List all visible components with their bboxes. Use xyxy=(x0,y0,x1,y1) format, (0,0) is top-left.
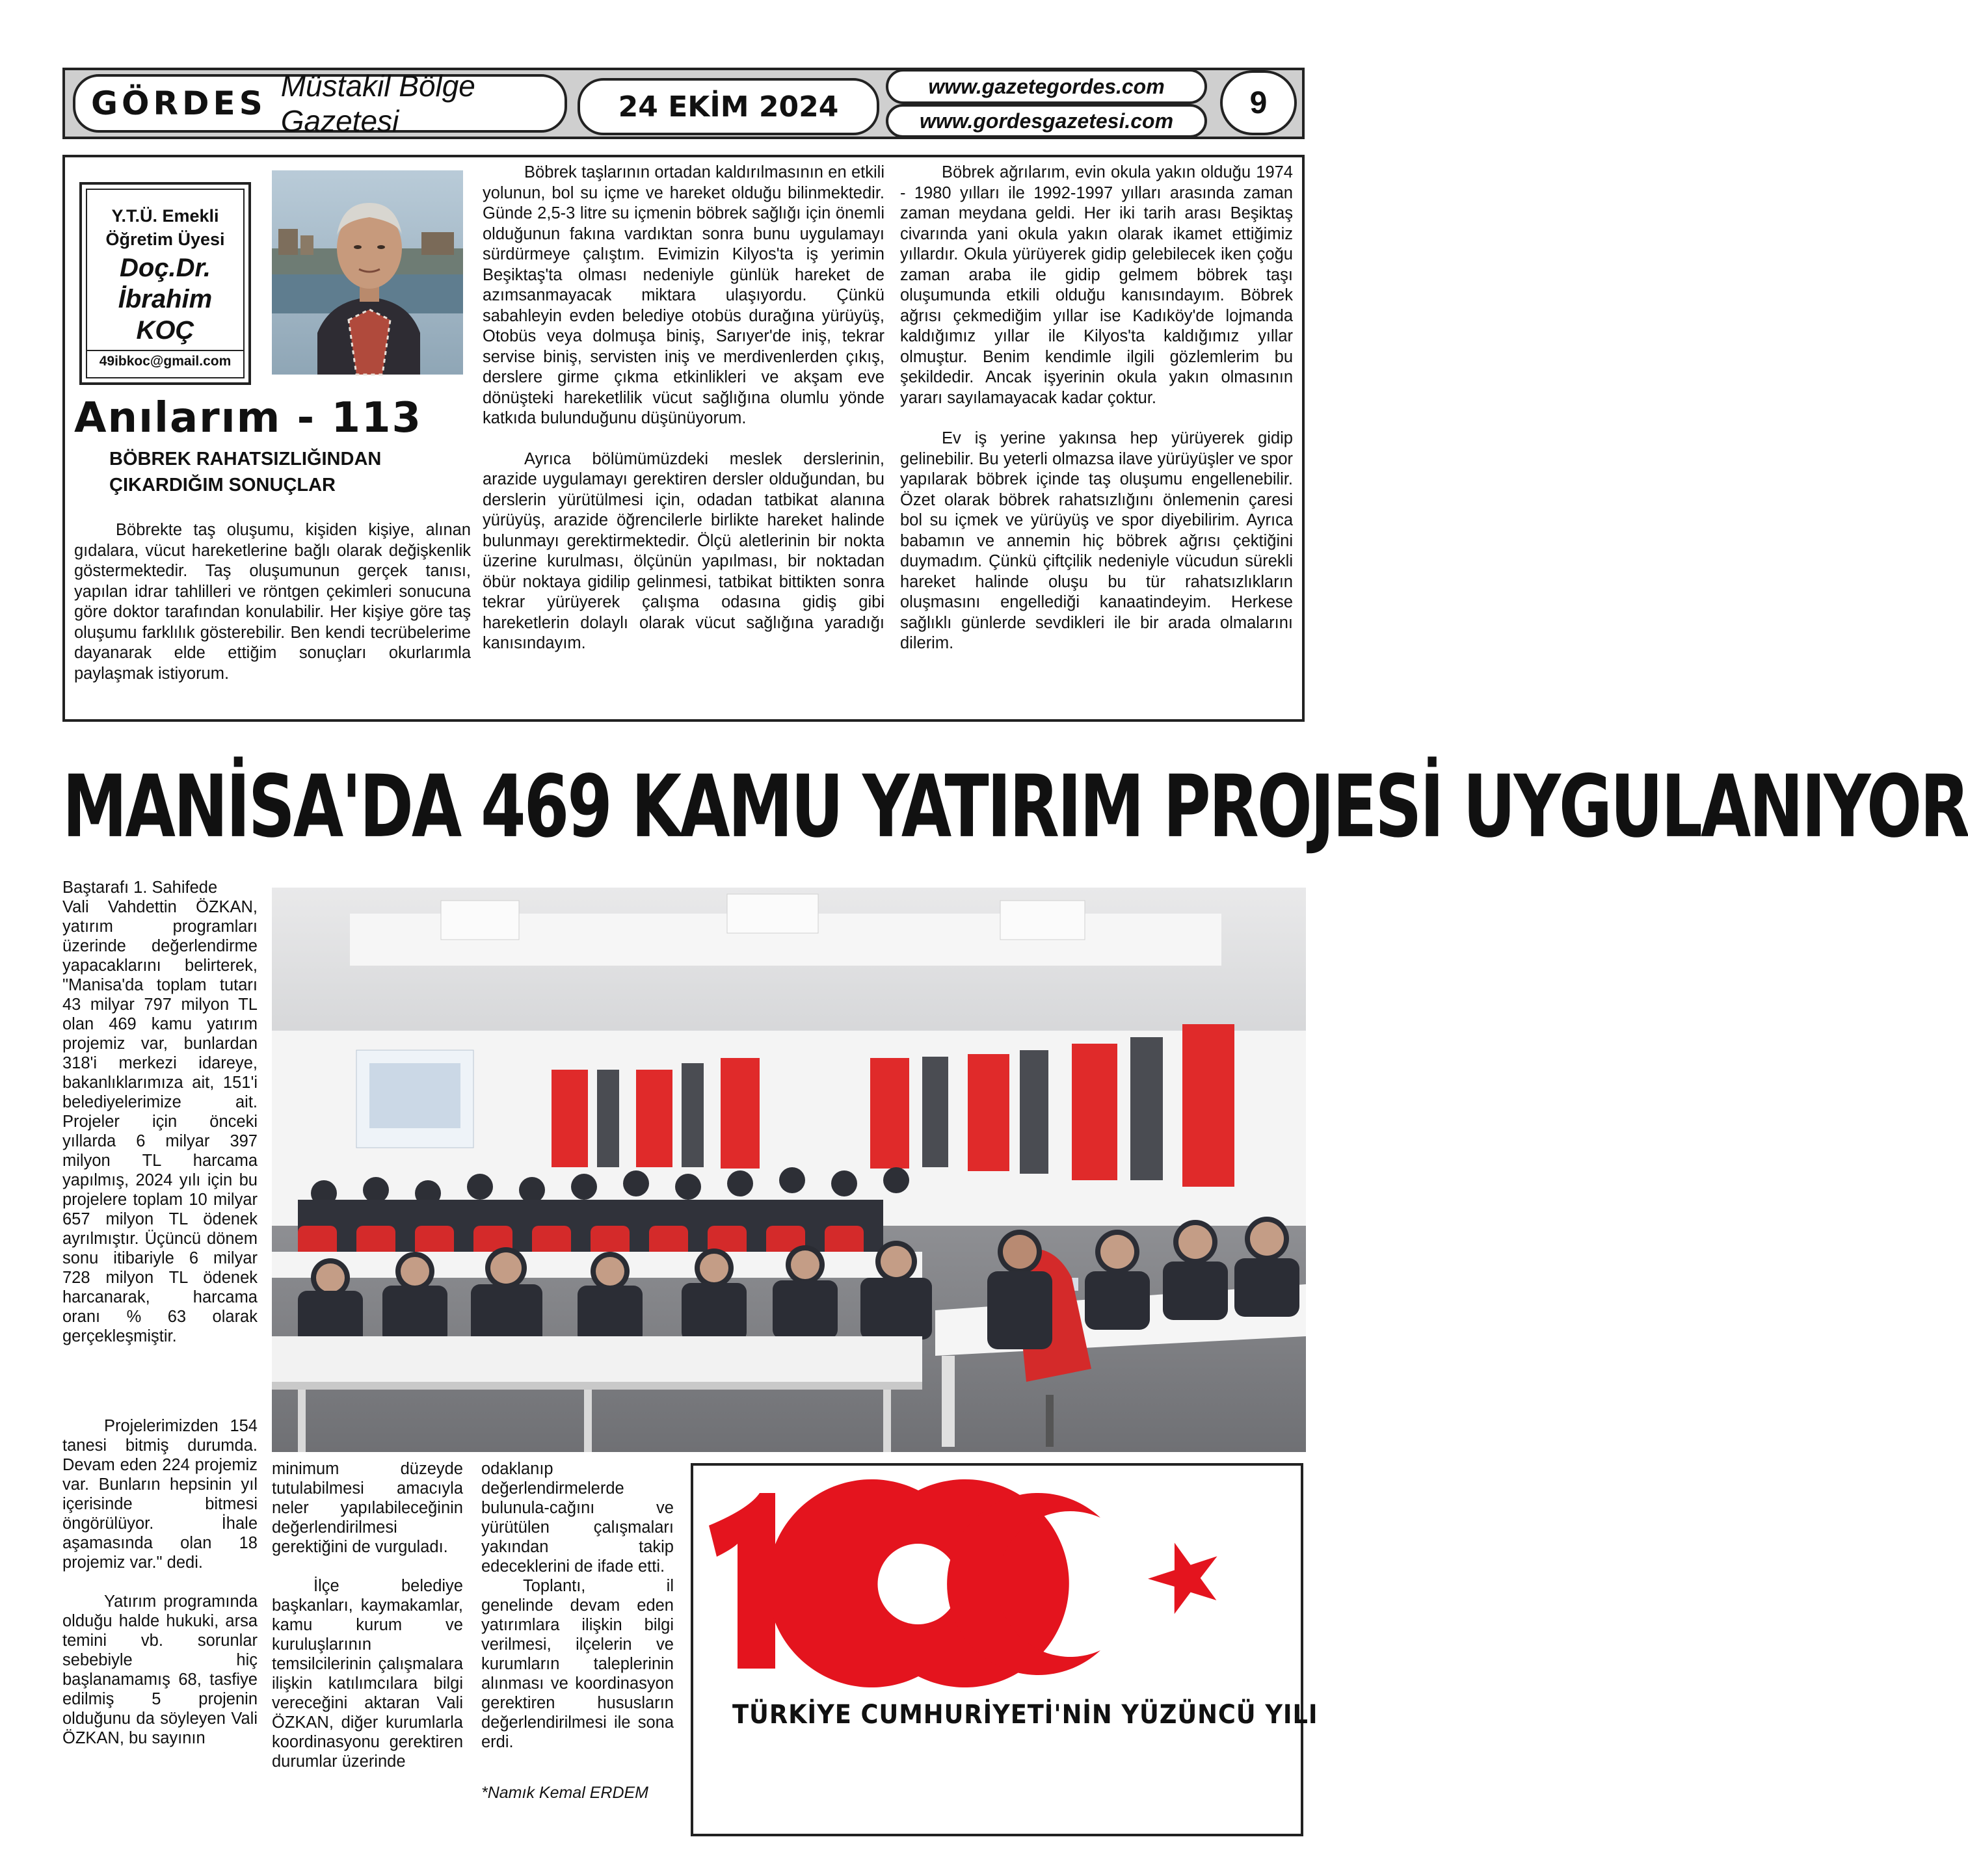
author-role-1: Y.T.Ü. Emekli xyxy=(111,206,219,226)
column-text-col-2 xyxy=(483,163,884,654)
author-photo xyxy=(272,170,463,375)
news-paragraph: Vali Vahdettin ÖZKAN, yatırım programları üzerinde değerlendirme yapacaklarını belirterek, "Manisa'da toplam tutarı 43 milyar 797 milyon TL olan 469 kamu yatırım projemiz var, bunlardan 318'i merkezi idareye, bakanlıklarımıza ait, 151'i belediyelerimize ait. Projeler için önceki yıllarda 6 milyar 397 milyon TL harcama yapılmış, 2024 yılı için bu projelere toplam 10 milyar 657 milyon TL ödenek ayrılmıştır. Üçüncü dönem sonu itibariyle 6 milyar 728 milyon TL ödenek harcanarak, harcama oranı % 63 olarak gerçekleşmiştir. xyxy=(62,898,258,1345)
news-headline: MANİSA'DA 469 KAMU YATIRIM PROJESİ UYGULANIYOR xyxy=(62,756,1968,857)
news-byline: *Namık Kemal ERDEM xyxy=(481,1784,648,1802)
column-paragraph: Ayrıca bölümümüzdeki meslek derslerinin, arazide uygulamayı gerektiren dersler olduğundan, bu derslerin yürütülmesi için, odadan tatbikat alanına yürüyüş, arazide öğrencilerle birlikte hareket halinde bulunmayı gerektirmektedir. Ölçü aletlerinin bir nokta üzerine kurulması, ölçünün yapılması, bir noktadan öbür noktaya gidilip gelinmesi, tatbikat bittikten sonra tekrar yürüyerek çalışma odasına gidiş gibi hareketlerin dolaylı olarak vücut sağlığına yaradığı kanısındayım. xyxy=(483,449,884,652)
news-text-col-1 xyxy=(62,878,258,1346)
website-link-1[interactable]: www.gazetegordes.com xyxy=(886,69,1207,104)
column-paragraph: Böbrekte taş oluşumu, kişiden kişiye, alınan gıdalara, vücut hareketlerine bağlı olarak değişkenlik göstermektedir. Taş oluşumunun gerçek tanısı, yapılan idrar tahlilleri ve röntgen çekimleri sonucuna göre doktor tarafından konulabilir. Her kişiye göre taş oluşumu farklılık gösterebilir. Ben kendi tecrübelerime dayanarak elde ettiğim sonuçları okurlarımla paylaşmak istiyorum. xyxy=(74,521,471,683)
author-name-3: KOÇ xyxy=(136,316,194,345)
column-paragraph: Böbrek taşlarının ortadan kaldırılmasının en etkili yolunun, bol su içme ve hareket olduğu bilinmektedir. Günde 2,5-3 litre su içmenin böbrek sağlığı için önemli olduğunun fakına vardıktan sonra bunu uygulamayı sürdürmeye çalıştım. Evimizin Kilyos'ta iş yerimin Beşiktaş'ta olması nedeniyle günlük hareket de azımsanmayacak miktara ulaşıyordu. Çünkü sabahleyin evden belediye otobüs durağına yürüyüş, Otobüs veya dolmuşa biniş, Sarıyer'de iniş, tekrar servise biniş, servisten iniş ve merdivenlerden çıkış, derslere girme çıkma etkinlikleri ve akşam eve dönüşteki hareketlilik vücut sağlığına olumlu yönde katkıda bulunduğunu düşünüyorum. xyxy=(483,163,884,427)
column-subtitle-line-1: BÖBREK RAHATSIZLIĞINDAN xyxy=(109,449,382,469)
page-number: 9 xyxy=(1220,70,1297,135)
news-paragraph: İlçe belediye başkanları, kaymakamlar, kamu kurum ve kuruluşlarının temsilcilerinin çalışmalara ilişkin katılımcılara bilgi vereceğini aktaran Vali ÖZKAN, diğer kurumlarla koordinasyonu gerektiren durumlar üzerinde xyxy=(272,1577,463,1771)
news-text-col-1-lower xyxy=(62,1416,258,1748)
newspaper-name: GÖRDES xyxy=(91,85,267,122)
series-title: Anılarım - 113 xyxy=(74,394,423,442)
news-paragraph: Toplantı, il genelinde devam eden yatırımlara ilişkin bilgi verilmesi, ilçelerin ve kurumların taleplerinin alınması ve koordinasyon gerektiren hususların değerlendirilmesi ile sona erdi. xyxy=(481,1577,674,1751)
news-text-col-3 xyxy=(481,1459,674,1752)
newspaper-subtitle: Müstakil Bölge Gazetesi xyxy=(280,69,475,138)
news-paragraph: odaklanıp değerlendirmelerde bulunula-cağını ve yürütülen çalışmaları yakından takip edeceklerini de ifade etti. xyxy=(481,1460,674,1576)
author-name-2: İbrahim xyxy=(118,285,213,313)
author-role-2: Öğretim Üyesi xyxy=(105,230,225,249)
news-paragraph: Projelerimizden 154 tanesi bitmiş durumda. Devam eden 224 projemiz var. Bunların hepsinin yıl içerisinde bitmesi öngörülüyor. İhale aşamasında olan 18 projemiz var." dedi. xyxy=(62,1417,258,1572)
news-paragraph: minimum düzeyde tutulabilmesi amacıyla neler yapılabileceğinin değerlendirilmesi gerektiğini de vurguladı. xyxy=(272,1460,463,1556)
column-text-col-3 xyxy=(900,163,1293,654)
centennial-logo xyxy=(704,1471,1290,1692)
news-lead: Baştarafı 1. Sahifede xyxy=(62,879,218,897)
column-text-col-1 xyxy=(74,520,471,684)
author-name-1: Doç.Dr. xyxy=(119,254,211,282)
column-paragraph: Böbrek ağrılarım, evin okula yakın olduğu 1974 - 1980 yılları ile 1992-1997 yılları arasında zaman zaman meydana geldi. Her iki tarih arası Beşiktaş civarında yani okula yakın olarak ikamet ettiğimiz yıllardır. Okula yürüyerek gidip gelebilecek iken çoğu zaman araba ile gidip gelmem böbrek taşı oluşumunda etkili olduğu kanısındayım. Böbrek ağrısı çekmediğim yıllar ise Kadıköy'de lojmanda kaldığımız yıllar ile Kilyos'ta kaldığımız yıllar olmuştur. Benim kendimle ilgili gözlemlerim bu şekildedir. Ancak işyerinin okula yakın olmasının yararı sayılamayacak kadar çoktur. xyxy=(900,163,1293,407)
author-card xyxy=(79,182,251,385)
column-subtitle xyxy=(109,446,473,498)
column-subtitle-line-2: ÇIKARDIĞIM SONUÇLAR xyxy=(109,475,336,495)
issue-date: 24 EKİM 2024 xyxy=(578,78,879,135)
column-paragraph: Ev iş yerine yakınsa hep yürüyerek gidip gelinebilir. Bu yeterli olmazsa ilave yürüyüşler ve spor yapılarak böbrek içinde taş oluşumu engellenebilir. Özet olarak böbrek rahatsızlığını önlemenin çaresi bol su içmek ve yürüyüş ve spor diyebilirim. Ayrıca babamın ve annemin hiç böbrek ağrısı çektiğini duymadım. Çünkü çiftçilik nedeniyle vücudun sürekli hareket halinde oluşu bu tür rahatsızlıkların oluşmasını engellediği kanaatindeyim. Herkese sağlıklı günlerde sevdikleri ile bir arada olmalarını dilerim. xyxy=(900,429,1293,652)
news-text-col-2 xyxy=(272,1459,463,1771)
news-paragraph: Yatırım programında olduğu halde hukuki, arsa temini vb. sorunlar sebebiyle hiç başlanamamış 68, tasfiye edilmiş 5 projenin olduğunu da söyleyen Vali ÖZKAN, bu sayının xyxy=(62,1592,258,1747)
centennial-caption: TÜRKİYE CUMHURİYETİ'NİN YÜZÜNCÜ YILI xyxy=(732,1700,1318,1730)
meeting-photo xyxy=(272,888,1306,1452)
author-email[interactable]: 49ibkoc@gmail.com xyxy=(87,350,243,369)
website-link-2[interactable]: www.gordesgazetesi.com xyxy=(886,104,1207,138)
masthead-title xyxy=(73,69,567,138)
